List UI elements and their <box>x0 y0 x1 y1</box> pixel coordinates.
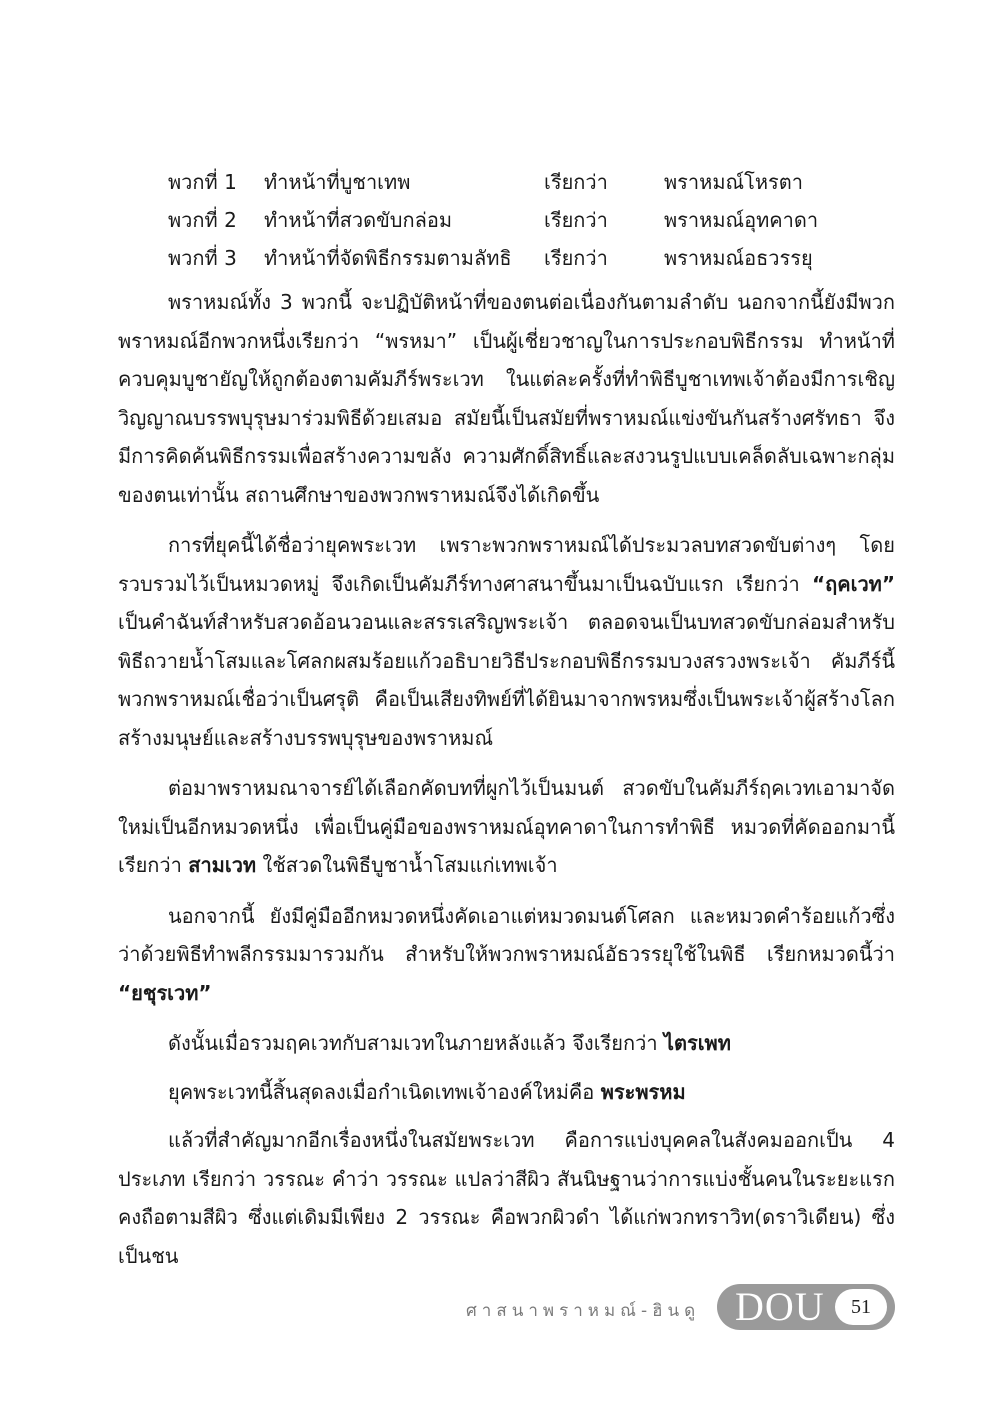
paragraph-text: แล้วที่สำคัญมากอีกเรื่องหนึ่งในสมัยพระเวท คือการแบ่งบุคคลในสังคมออกเป็น 4 ประเภท เรียกว่า วรรณะ คำว่า วรรณะ แปลว่าสีผิว สันนิษฐานว่าการแบ่งชั้นคนในระยะแรกคงถือตามสีผิว ซึ่งแต่เดิมมีเพียง 2 วรรณะ คือพวกผิวดำ ได้แก่พวกทราวิท(ดราวิเดียน) ซึ่งเป็นชน <box>118 1128 895 1268</box>
class-duty: ทำหน้าที่จัดพิธีกรรมตามลัทธิ <box>264 246 512 270</box>
paragraph-rigveda <box>118 526 895 757</box>
paragraph-traiveda <box>118 1024 895 1063</box>
class-group: พวกที่ 2 <box>168 208 237 232</box>
paragraph-varna <box>118 1121 895 1275</box>
class-duty: ทำหน้าที่สวดขับกล่อม <box>264 208 453 232</box>
class-called: เรียกว่า <box>544 170 608 194</box>
paragraph-text: ยุคพระเวทนี้สิ้นสุดลงเมื่อกำเนิดเทพเจ้าองค์ใหม่คือ <box>168 1079 601 1104</box>
footer-title: ศาสนาพราหมณ์-ฮินดู <box>466 1301 701 1321</box>
dou-logo-text: DOU <box>735 1284 825 1329</box>
brahmin-classes-list <box>168 163 868 277</box>
paragraph-brahma <box>118 1073 895 1112</box>
term-rigveda: “ฤคเวท” <box>811 571 895 596</box>
class-group: พวกที่ 3 <box>168 246 237 270</box>
paragraph-text: พราหมณ์ทั้ง 3 พวกนี้ จะปฏิบัติหน้าที่ของตนต่อเนื่องกันตามลำดับ นอกจากนี้ยังมีพวกพราหมณ์อีกพวกหนึ่งเรียกว่า “พรหมา” เป็นผู้เชี่ยวชาญในการประกอบพิธีกรรม ทำหน้าที่ควบคุมบูชายัญให้ถูกต้องตามคัมภีร์พระเวท ในแต่ละครั้งที่ทำพิธีบูชาเทพเจ้าต้องมีการเชิญวิญญาณบรรพบุรุษมาร่วมพิธีด้วยเสมอ สมัยนี้เป็นสมัยที่พราหมณ์แข่งขันกันสร้างศรัทธา จึงมีการคิดค้นพิธีกรรมเพื่อสร้างความขลัง ความศักดิ์สิทธิ์และสงวนรูปแบบเคล็ดลับเฉพาะกลุ่มของตนเท่านั้น สถานศึกษาของพวกพราหมณ์จึงได้เกิดขึ้น <box>118 290 895 507</box>
paragraph-text: ต่อมาพราหมณาจารย์ได้เลือกคัดบทที่ผูกไว้เป็นมนต์ สวดขับในคัมภีร์ฤคเวทเอามาจัดใหม่เป็นอีกหมวดหนึ่ง เพื่อเป็นคู่มือของพราหมณ์อุทคาดาในการทำพิธี หมวดที่คัดออกมานี้เรียกว่า <box>118 776 895 877</box>
paragraph-text: นอกจากนี้ ยังมีคู่มืออีกหมวดหนึ่งคัดเอาแต่หมวดมนต์โศลก และหมวดคำร้อยแก้วซึ่งว่าด้วยพิธีทำพลีกรรมมารวมกัน สำหรับให้พวกพราหมณ์อัธวรรยุใช้ในพิธี เรียกหมวดนี้ว่า <box>118 903 895 966</box>
class-called: เรียกว่า <box>544 246 608 270</box>
paragraph-brahmin-roles <box>118 283 895 514</box>
class-called: เรียกว่า <box>544 208 608 232</box>
page-number: 51 <box>835 1289 887 1325</box>
class-row <box>168 201 868 239</box>
paragraph-samaveda <box>118 769 895 885</box>
class-name: พราหมณ์โหรตา <box>664 170 803 194</box>
term-yajurveda: “ยชุรเวท” <box>118 980 212 1005</box>
dou-badge <box>717 1284 895 1330</box>
term-traiveda: ไตรเพท <box>663 1031 731 1055</box>
term-samaveda: สามเวท <box>188 853 257 877</box>
class-row <box>168 239 868 277</box>
class-row <box>168 163 868 201</box>
class-duty: ทำหน้าที่บูชาเทพ <box>264 170 411 194</box>
body-text <box>118 283 895 1287</box>
term-brahma: พระพรหม <box>600 1079 686 1104</box>
paragraph-yajurveda <box>118 897 895 1013</box>
paragraph-text: ใช้สวดในพิธีบูชาน้ำโสมแก่เทพเจ้า <box>256 853 558 877</box>
paragraph-text: เป็นคำฉันท์สำหรับสวดอ้อนวอนและสรรเสริญพระเจ้า ตลอดจนเป็นบทสวดขับกล่อมสำหรับพิธีถวายน้ำโสมและโศลกผสมร้อยแก้วอธิบายวิธีประกอบพิธีกรรมบวงสรวงพระเจ้า คัมภีร์นี้พวกพราหมณ์เชื่อว่าเป็นศรุติ คือเป็นเสียงทิพย์ที่ได้ยินมาจากพรหมซึ่งเป็นพระเจ้าผู้สร้างโลกสร้างมนุษย์และสร้างบรรพบุรุษของพราหมณ์ <box>118 610 895 750</box>
class-name: พราหมณ์อธวรรยุ <box>664 246 813 270</box>
paragraph-text: ดังนั้นเมื่อรวมฤคเวทกับสามเวทในภายหลังแล้ว จึงเรียกว่า <box>168 1031 664 1055</box>
class-name: พราหมณ์อุทคาดา <box>664 208 819 232</box>
paragraph-text: การที่ยุคนี้ได้ชื่อว่ายุคพระเวท เพราะพวกพราหมณ์ได้ประมวลบทสวดขับต่างๆ โดยรวบรวมไว้เป็นหมวดหมู่ จึงเกิดเป็นคัมภีร์ทางศาสนาขึ้นมาเป็นฉบับแรก เรียกว่า <box>118 533 895 596</box>
class-group: พวกที่ 1 <box>168 170 237 194</box>
